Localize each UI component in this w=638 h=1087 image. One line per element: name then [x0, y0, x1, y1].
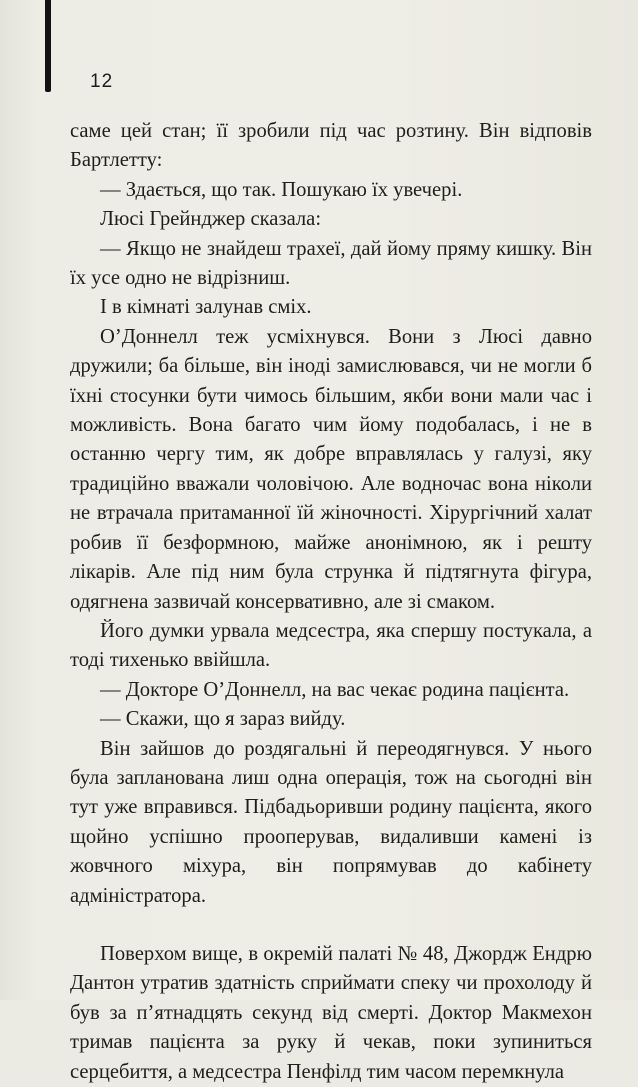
bookmark-ribbon — [45, 0, 51, 92]
section-break — [70, 911, 592, 940]
paragraph: — Скажи, що я зараз вийду. — [100, 708, 346, 731]
paragraph: — Якщо не знайдеш трахеї, дай йому пряму кишку. Він їх усе одно не відрізниш. — [70, 237, 592, 290]
paragraph: саме цей стан; її зробили під час розтину. Він відповів Бартлетту: — [70, 120, 592, 172]
paragraph: Поверхом вище, в окремій палаті № 48, Джордж Ендрю Дантон утратив здатність сприймати спеку чи прохолоду й був за п’ятнадцять секунд від смерті. Доктор Макмехон тримав пацієнта за руку й чекав, поки зупиниться серцебиття, а медсестра Пенфілд тим часом перемкнула — [70, 942, 592, 1083]
paragraph: О’Доннелл теж усміхнувся. Вони з Люсі давно дружили; ба більше, він іноді замислювався, чи не могли б їхні стосунки бути чимось більшим, якби вони мали час і можливість. Вона багато чим йому подобалась, і не в останню чергу тим, як добре вправлялась у галузі, яку традиційно вважали чоловічою. Але водночас вона ніколи не втрачала притаманної їй жіночності. Хірургічний халат робив її безформною, майже анонімною, як і решту лікарів. Але під ним була струнка й підтягнута фігура, одягнена зазвичай консервативно, але зі смаком. — [70, 325, 592, 613]
paragraph: Його думки урвала медсестра, яка спершу постукала, а тоді тихенько ввійшла. — [70, 619, 592, 672]
paragraph: І в кімнаті залунав сміх. — [100, 296, 312, 319]
paragraph: — Здається, що так. Пошукаю їх увечері. — [100, 178, 463, 201]
page-number: 12 — [90, 71, 114, 92]
paragraph: Він зайшов до роздягальні й переодягнувся. У нього була запланована лиш одна операція, тож на сьогодні він тут уже вправився. Підбадьоривши родину пацієнта, якого щойно успішно прооперував, видаливши камені із жовчного міхура, він попрямував до кабінету адміністратора. — [70, 737, 592, 907]
body-text — [70, 117, 592, 1087]
paragraph: — Докторе О’Доннелл, на вас чекає родина пацієнта. — [100, 678, 570, 701]
paragraph: Люсі Грейнджер сказала: — [100, 208, 322, 231]
